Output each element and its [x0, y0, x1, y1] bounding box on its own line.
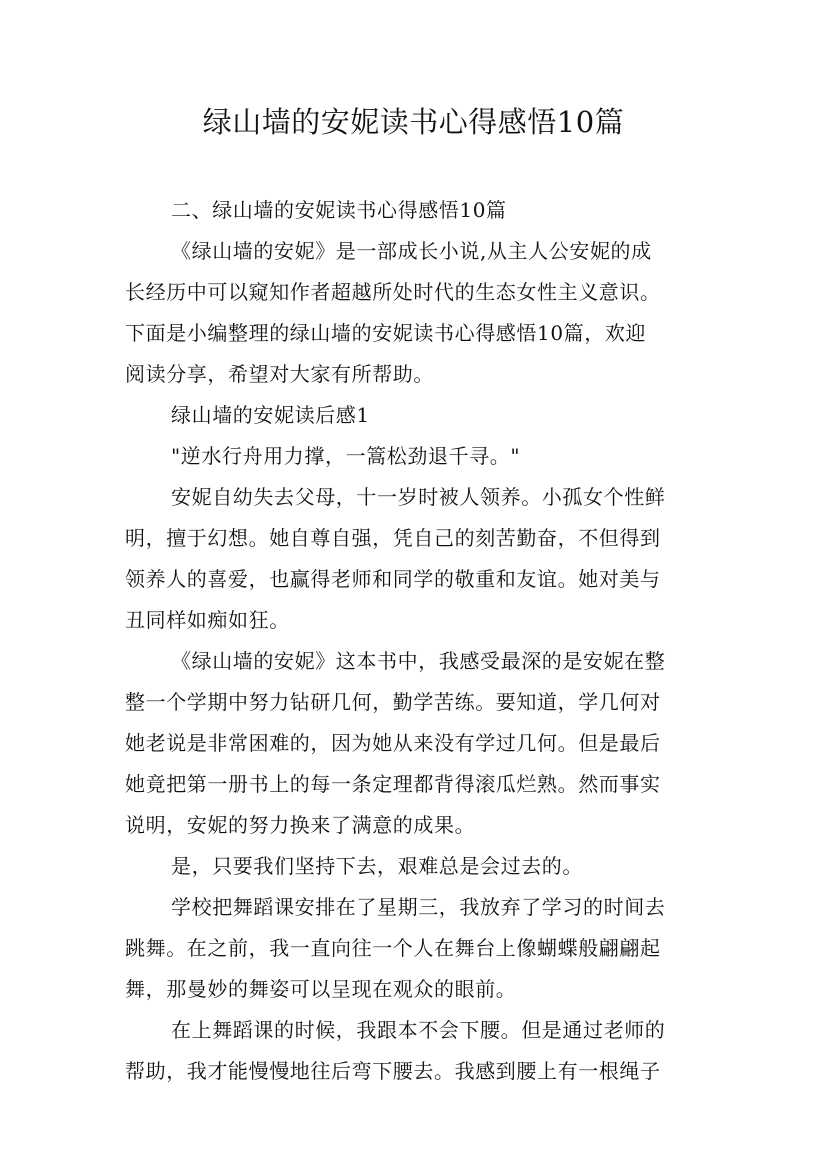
paragraph-line: 她竟把第一册书上的每一条定理都背得滚瓜烂熟。然而事实 — [125, 772, 661, 796]
quote-line: "逆水行舟用力撑，一篙松劲退千寻。" — [171, 444, 521, 468]
paragraph-line: 明，擅于幻想。她自尊自强，凭自己的刻苦勤奋，不但得到 — [125, 526, 661, 550]
document-body — [125, 190, 705, 1092]
paragraph-line: 阅读分享，希望对大家有所帮助。 — [125, 362, 434, 386]
paragraph-line: 学校把舞蹈课安排在了星期三，我放弃了学习的时间去 — [171, 895, 666, 919]
paragraph-line: 丑同样如痴如狂。 — [125, 608, 290, 632]
paragraph-line: 《绿山墙的安妮》这本书中，我感受最深的是安妮在整 — [171, 649, 666, 673]
paragraph-line: 《绿山墙的安妮》是一部成长小说,从主人公安妮的成 — [171, 239, 652, 263]
paragraph-line: 跳舞。在之前，我一直向往一个人在舞台上像蝴蝶般翩翩起 — [125, 936, 661, 960]
page-title: 绿山墙的安妮读书心得感悟10篇 — [202, 105, 625, 139]
paragraph-line: 是，只要我们坚持下去，艰难总是会过去的。 — [171, 854, 583, 878]
paragraph-line: 舞，那曼妙的舞姿可以呈现在观众的眼前。 — [125, 977, 517, 1001]
paragraph-line: 说明，安妮的努力换来了满意的成果。 — [125, 813, 476, 837]
section-heading: 绿山墙的安妮读后感1 — [171, 403, 370, 427]
paragraph-line: 长经历中可以窥知作者超越所处时代的生态女性主义意识。 — [125, 280, 661, 304]
paragraph-line: 下面是小编整理的绿山墙的安妮读书心得感悟10篇，欢迎 — [125, 321, 647, 345]
paragraph-line: 安妮自幼失去父母，十一岁时被人领养。小孤女个性鲜 — [171, 485, 666, 509]
paragraph-line: 在上舞蹈课的时候，我跟本不会下腰。但是通过老师的 — [171, 1018, 666, 1042]
paragraph-line: 帮助，我才能慢慢地往后弯下腰去。我感到腰上有一根绳子 — [125, 1059, 661, 1083]
paragraph-line: 她老说是非常困难的，因为她从来没有学过几何。但是最后 — [125, 731, 661, 755]
paragraph-line: 领养人的喜爱，也赢得老师和同学的敬重和友谊。她对美与 — [125, 567, 661, 591]
section-heading: 二、绿山墙的安妮读书心得感悟10篇 — [171, 198, 507, 222]
paragraph-line: 整一个学期中努力钻研几何，勤学苦练。要知道，学几何对 — [125, 690, 661, 714]
